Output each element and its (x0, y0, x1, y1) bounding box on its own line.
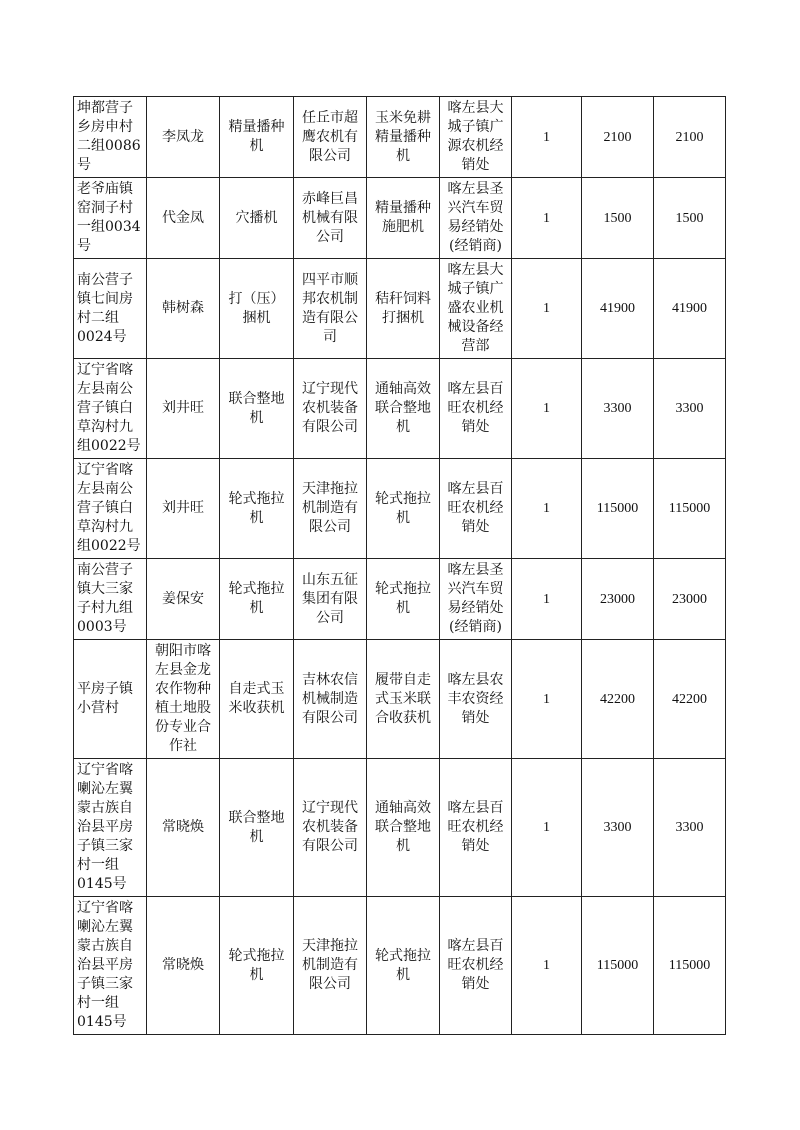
manufacturer-cell (294, 259, 367, 359)
cell-line: 老爷庙镇 (77, 181, 133, 197)
total-subsidy-cell (654, 897, 726, 1035)
cell-line: 合收获机 (375, 709, 431, 726)
cell-line: 喀左县百 (447, 481, 504, 497)
table-row (74, 759, 726, 897)
cell-text: 刘井旺 (162, 500, 204, 516)
product-cell (367, 359, 440, 459)
dealer-cell (440, 359, 512, 459)
cell-line: 喀左县圣 (447, 562, 504, 578)
table-row (74, 178, 726, 259)
quantity-cell (512, 759, 582, 897)
category-cell (220, 259, 294, 359)
cell-line: 盛农业机 (447, 300, 504, 316)
cell-line: 秸秆饲料 (375, 290, 431, 307)
cell-line: 营子镇白 (77, 400, 133, 416)
cell-line: 辽宁现代 (302, 381, 358, 397)
category-cell (220, 897, 294, 1035)
cell-line: 式玉米联 (375, 690, 431, 707)
product-cell (367, 178, 440, 259)
address-cell (74, 559, 147, 640)
manufacturer-cell (294, 359, 367, 459)
table-row (74, 359, 726, 459)
cell-line: 销处 (461, 838, 490, 854)
cell-line: 履带自走 (375, 671, 431, 688)
dealer-cell (440, 459, 512, 559)
cell-text: 41900 (672, 301, 707, 316)
cell-line: 平房子镇 (77, 681, 133, 697)
cell-text: 刘井旺 (162, 400, 204, 416)
cell-line: 南公营子 (77, 562, 133, 578)
cell-line: 机 (396, 147, 410, 164)
cell-line: 村二组 (77, 309, 119, 326)
cell-line: 四平市顺 (302, 271, 358, 288)
cell-line: 联合整地 (375, 400, 431, 416)
cell-line: 号 (77, 238, 91, 254)
quantity-cell (512, 459, 582, 559)
cell-line: 作社 (169, 738, 197, 754)
cell-line: 公司 (316, 609, 344, 626)
unit-subsidy-cell (582, 897, 654, 1035)
table-row (74, 897, 726, 1035)
cell-line: 蒙古族自 (77, 938, 133, 954)
cell-line: 治县平房 (77, 957, 133, 973)
cell-line: 易经销处 (447, 219, 504, 235)
cell-line: 坤都营子 (77, 100, 133, 116)
cell-line: 组0022号 (77, 438, 141, 454)
buyer-cell (147, 359, 220, 459)
cell-line: 喀左县百 (447, 938, 504, 954)
dealer-cell (440, 759, 512, 897)
unit-subsidy-cell (582, 97, 654, 178)
cell-line: 捆机 (242, 309, 271, 326)
cell-line: 精量播种 (228, 119, 285, 135)
cell-line: 喇沁左翼 (77, 919, 133, 935)
dealer-cell (440, 259, 512, 359)
cell-line: 辽宁省喀 (77, 462, 133, 478)
cell-line: 轮式拖拉 (228, 581, 285, 597)
category-cell (220, 759, 294, 897)
cell-line: 公司 (316, 228, 344, 245)
quantity-cell (512, 559, 582, 640)
buyer-cell (147, 259, 220, 359)
cell-line: 辽宁省喀 (77, 762, 133, 778)
cell-line: 旺农机经 (447, 400, 504, 416)
address-cell (74, 640, 147, 759)
manufacturer-cell (294, 459, 367, 559)
category-cell (220, 640, 294, 759)
cell-line: 玉米免耕 (375, 109, 431, 126)
cell-line: 联合整地 (228, 809, 285, 826)
cell-text: 1 (543, 501, 550, 516)
cell-line: 治县平房 (77, 819, 133, 835)
product-cell (367, 759, 440, 897)
category-cell (220, 459, 294, 559)
cell-line: 机械制造 (302, 690, 358, 707)
cell-text: 1 (543, 691, 550, 707)
dealer-cell (440, 178, 512, 259)
dealer-cell (440, 97, 512, 178)
unit-subsidy-cell (582, 640, 654, 759)
cell-line: 联合整地 (228, 390, 285, 407)
subsidy-table (73, 96, 726, 1035)
cell-line: 城子镇广 (447, 281, 504, 297)
cell-text: 2100 (675, 129, 704, 145)
cell-line: 喀左县大 (447, 262, 504, 278)
cell-line: 组0022号 (77, 538, 141, 554)
cell-line: 源农机经 (447, 138, 504, 154)
cell-line: 机 (396, 419, 410, 435)
category-cell (220, 559, 294, 640)
cell-text: 41900 (600, 301, 635, 316)
cell-line: 农作物种 (155, 681, 211, 697)
cell-text: 115000 (668, 501, 711, 516)
cell-line: 天津拖拉 (302, 481, 358, 497)
cell-line: (经销商) (449, 619, 502, 635)
cell-line: 有限公司 (302, 838, 358, 854)
manufacturer-cell (294, 178, 367, 259)
cell-line: 左县金龙 (155, 662, 211, 678)
cell-text: 1500 (603, 210, 632, 226)
cell-line: 轮式拖拉 (228, 490, 285, 507)
cell-line: 喇沁左翼 (77, 781, 133, 797)
cell-line: 植土地股 (155, 700, 211, 716)
cell-text: 3300 (603, 401, 632, 416)
cell-line: 旺农机经 (447, 819, 504, 835)
quantity-cell (512, 97, 582, 178)
address-cell (74, 97, 147, 178)
cell-line: 山东五征 (302, 571, 358, 588)
address-cell (74, 178, 147, 259)
cell-text: 23000 (672, 591, 707, 607)
buyer-cell (147, 897, 220, 1035)
cell-line: 机 (249, 409, 264, 426)
product-cell (367, 897, 440, 1035)
cell-line: 机械有限 (302, 209, 358, 226)
manufacturer-cell (294, 640, 367, 759)
cell-line: 喀左县百 (447, 800, 504, 816)
cell-line: 0145号 (77, 876, 127, 892)
product-cell (367, 97, 440, 178)
cell-line: 吉林农信 (302, 671, 358, 688)
cell-line: 机制造有 (302, 957, 358, 973)
cell-line: 有限公司 (302, 709, 358, 726)
cell-text: 115000 (668, 958, 711, 973)
cell-line: 自走式玉 (228, 681, 285, 697)
cell-line: 机 (249, 966, 264, 983)
unit-subsidy-cell (582, 178, 654, 259)
cell-line: 精量播种 (375, 200, 431, 216)
cell-line: 一组0034 (77, 219, 141, 235)
category-cell (220, 359, 294, 459)
buyer-cell (147, 97, 220, 178)
cell-line: 精量播种 (375, 128, 431, 145)
cell-line: 有限公司 (302, 419, 358, 435)
cell-line: 邦农机制 (302, 290, 358, 307)
quantity-cell (512, 178, 582, 259)
cell-line: 村一组 (77, 857, 119, 873)
cell-line: 份专业合 (155, 719, 211, 735)
dealer-cell (440, 640, 512, 759)
cell-line: 易经销处 (447, 600, 504, 616)
dealer-cell (440, 559, 512, 640)
unit-subsidy-cell (582, 259, 654, 359)
product-cell (367, 640, 440, 759)
cell-text: 23000 (600, 591, 635, 607)
quantity-cell (512, 259, 582, 359)
cell-line: 机制造有 (302, 500, 358, 516)
cell-line: 机 (249, 509, 264, 526)
category-cell (220, 97, 294, 178)
cell-line: 蒙古族自 (77, 800, 133, 816)
cell-text: 1500 (675, 210, 704, 226)
cell-line: 施肥机 (382, 219, 424, 235)
cell-line: 销处 (461, 157, 490, 173)
cell-text: 1 (543, 401, 550, 416)
cell-line: 喀左县百 (447, 381, 504, 397)
cell-line: 二组0086 (77, 138, 141, 154)
cell-line: 左县南公 (77, 381, 133, 397)
cell-line: 0145号 (77, 1014, 127, 1030)
cell-line: 司 (323, 328, 337, 345)
cell-text: 3300 (675, 401, 704, 416)
cell-line: 辽宁现代 (302, 800, 358, 816)
cell-line: 销处 (461, 519, 490, 535)
cell-text: 姜保安 (162, 590, 204, 607)
total-subsidy-cell (654, 178, 726, 259)
cell-line: 鹰农机有 (302, 128, 358, 145)
cell-line: (经销商) (449, 238, 502, 254)
cell-line: 任丘市超 (302, 109, 358, 126)
cell-text: 1 (543, 210, 550, 226)
cell-line: 通轴高效 (375, 381, 431, 397)
cell-line: 小营村 (77, 700, 119, 716)
address-cell (74, 259, 147, 359)
cell-text: 韩树森 (162, 300, 204, 316)
cell-line: 子村九组 (77, 600, 133, 616)
cell-line: 镇七间房 (77, 290, 133, 307)
cell-text: 42200 (600, 691, 635, 707)
buyer-cell (147, 178, 220, 259)
cell-line: 子镇三家 (77, 976, 133, 992)
unit-subsidy-cell (582, 759, 654, 897)
cell-line: 穴播机 (235, 209, 278, 226)
cell-line: 械设备经 (447, 319, 504, 335)
cell-line: 机 (396, 509, 410, 526)
cell-line: 轮式拖拉 (375, 581, 431, 597)
cell-text: 常晓焕 (162, 819, 204, 835)
cell-line: 喀左县圣 (447, 181, 504, 197)
total-subsidy-cell (654, 359, 726, 459)
cell-line: 集团有限 (302, 590, 358, 607)
manufacturer-cell (294, 97, 367, 178)
table-body (74, 97, 726, 1035)
cell-text: 42200 (672, 691, 707, 707)
table-row (74, 459, 726, 559)
cell-line: 营子镇白 (77, 500, 133, 516)
unit-subsidy-cell (582, 559, 654, 640)
cell-text: 115000 (596, 501, 639, 516)
cell-line: 限公司 (309, 976, 351, 992)
cell-line: 米收获机 (228, 700, 285, 716)
cell-line: 限公司 (309, 519, 351, 535)
cell-line: 旺农机经 (447, 500, 504, 516)
cell-line: 机 (249, 600, 264, 616)
total-subsidy-cell (654, 759, 726, 897)
cell-text: 115000 (596, 958, 639, 973)
product-cell (367, 559, 440, 640)
table-row (74, 640, 726, 759)
cell-line: 通轴高效 (375, 800, 431, 816)
total-subsidy-cell (654, 559, 726, 640)
quantity-cell (512, 897, 582, 1035)
total-subsidy-cell (654, 459, 726, 559)
address-cell (74, 459, 147, 559)
cell-line: 轮式拖拉 (375, 947, 431, 964)
cell-line: 0024号 (77, 328, 127, 345)
buyer-cell (147, 459, 220, 559)
cell-text: 3300 (675, 820, 704, 835)
quantity-cell (512, 640, 582, 759)
cell-line: 南公营子 (77, 271, 133, 288)
cell-line: 兴汽车贸 (447, 200, 504, 216)
cell-line: 窑洞子村 (77, 200, 133, 216)
cell-line: 营部 (461, 338, 490, 354)
cell-text: 2100 (603, 129, 632, 145)
buyer-cell (147, 640, 220, 759)
cell-line: 乡房申村 (77, 119, 133, 135)
cell-line: 机 (396, 600, 410, 616)
cell-line: 兴汽车贸 (447, 581, 504, 597)
address-cell (74, 897, 147, 1035)
cell-line: 打捆机 (382, 309, 424, 326)
cell-line: 城子镇广 (447, 119, 504, 135)
total-subsidy-cell (654, 259, 726, 359)
cell-line: 左县南公 (77, 481, 133, 497)
cell-line: 农机装备 (302, 819, 358, 835)
cell-line: 联合整地 (375, 819, 431, 835)
cell-text: 常晓焕 (162, 957, 204, 973)
unit-subsidy-cell (582, 359, 654, 459)
category-cell (220, 178, 294, 259)
cell-line: 造有限公 (302, 309, 358, 326)
address-cell (74, 359, 147, 459)
total-subsidy-cell (654, 97, 726, 178)
cell-text: 李凤龙 (162, 128, 204, 145)
cell-line: 销处 (461, 709, 490, 726)
cell-line: 赤峰巨昌 (302, 190, 358, 207)
quantity-cell (512, 359, 582, 459)
cell-line: 喀左县农 (447, 671, 504, 688)
cell-text: 代金凤 (162, 209, 204, 226)
cell-line: 辽宁省喀 (77, 900, 133, 916)
cell-line: 销处 (461, 976, 490, 992)
cell-line: 轮式拖拉 (228, 947, 285, 964)
cell-line: 轮式拖拉 (375, 490, 431, 507)
cell-text: 1 (543, 129, 550, 145)
address-cell (74, 759, 147, 897)
cell-line: 限公司 (309, 147, 351, 164)
cell-line: 子镇三家 (77, 838, 133, 854)
unit-subsidy-cell (582, 459, 654, 559)
cell-text: 1 (543, 820, 550, 835)
cell-line: 草沟村九 (77, 419, 133, 435)
table-row (74, 559, 726, 640)
dealer-cell (440, 897, 512, 1035)
cell-text: 1 (543, 958, 550, 973)
cell-line: 村一组 (77, 995, 119, 1011)
cell-line: 喀左县大 (447, 100, 504, 116)
manufacturer-cell (294, 559, 367, 640)
cell-line: 草沟村九 (77, 519, 133, 535)
manufacturer-cell (294, 759, 367, 897)
cell-text: 1 (543, 301, 550, 316)
buyer-cell (147, 559, 220, 640)
cell-text: 3300 (603, 820, 632, 835)
cell-line: 朝阳市喀 (155, 643, 211, 659)
cell-line: 天津拖拉 (302, 938, 358, 954)
manufacturer-cell (294, 897, 367, 1035)
cell-line: 机 (249, 828, 264, 845)
table-row (74, 97, 726, 178)
product-cell (367, 259, 440, 359)
total-subsidy-cell (654, 640, 726, 759)
cell-line: 号 (77, 157, 91, 173)
table-row (74, 259, 726, 359)
cell-line: 丰农资经 (447, 690, 504, 707)
cell-line: 农机装备 (302, 400, 358, 416)
cell-line: 辽宁省喀 (77, 362, 133, 378)
buyer-cell (147, 759, 220, 897)
cell-line: 销处 (461, 419, 490, 435)
cell-line: 镇大三家 (77, 581, 133, 597)
cell-line: 0003号 (77, 619, 127, 635)
product-cell (367, 459, 440, 559)
cell-line: 机 (396, 966, 410, 983)
cell-line: 机 (396, 838, 410, 854)
cell-line: 打（压） (228, 290, 285, 307)
cell-line: 机 (249, 138, 264, 154)
cell-line: 旺农机经 (447, 957, 504, 973)
cell-text: 1 (543, 591, 550, 607)
